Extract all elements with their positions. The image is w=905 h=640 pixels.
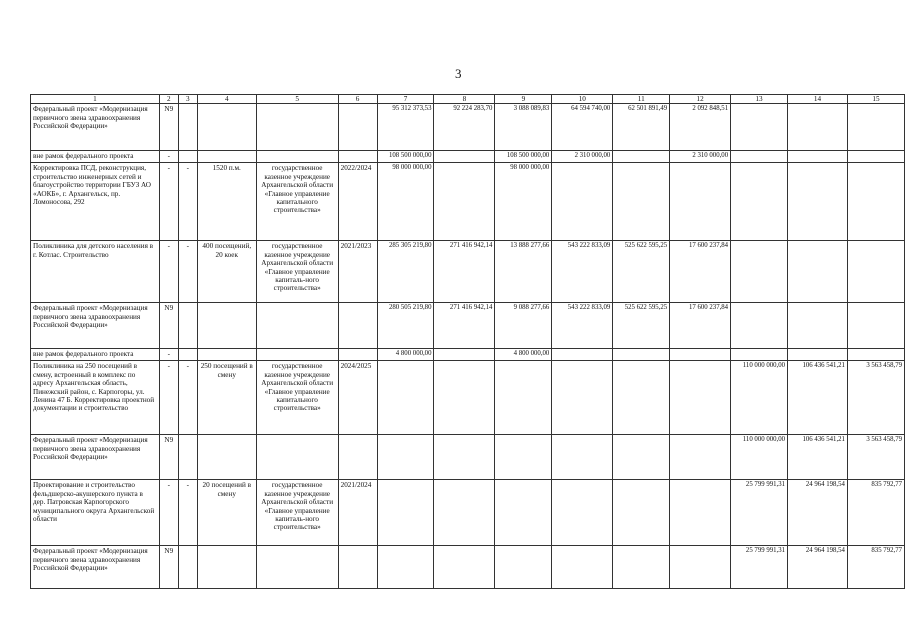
table-cell [847,163,904,241]
table-cell [613,151,670,163]
column-header: 5 [256,95,338,104]
table-cell [197,546,256,589]
table-cell [377,435,434,480]
table-cell [613,546,670,589]
table-cell [613,361,670,435]
table-cell [338,104,377,151]
table-row [31,480,905,546]
table-row [31,151,905,163]
table-cell: - [178,361,197,435]
column-header: 7 [377,95,434,104]
row-label-cell: Федеральный проект «Модернизация первичного звена здравоохранения Российской Федерации» [31,104,160,151]
table-cell [178,435,197,480]
table-cell [338,303,377,349]
table-cell [731,104,788,151]
table-cell [552,546,613,589]
column-header: 9 [495,95,552,104]
row-label-cell: вне рамок федерального проекта [31,151,160,163]
table-cell [788,349,848,361]
table-cell [670,349,731,361]
table-cell: 400 посещений, 20 коек [197,241,256,303]
table-cell: 525 622 595,25 [613,303,670,349]
table-cell: 285 305 219,80 [377,241,434,303]
table-cell: 110 000 000,00 [731,435,788,480]
table-cell [552,435,613,480]
table-cell [256,151,338,163]
table-cell [613,349,670,361]
column-header: 11 [613,95,670,104]
table-cell [495,361,552,435]
column-header: 13 [731,95,788,104]
table-cell [197,349,256,361]
table-cell [256,546,338,589]
table-row [31,163,905,241]
table-row [31,546,905,589]
table-cell: 250 посещений в смену [197,361,256,435]
table-cell: 3 563 458,79 [847,361,904,435]
table-cell: - [159,349,178,361]
row-label-cell: Поликлиника для детского населения в г. Котлас. Строительство [31,241,160,303]
table-cell: 4 800 000,00 [377,349,434,361]
table-cell [847,241,904,303]
table-cell [731,151,788,163]
table-cell: 20 посещений в смену [197,480,256,546]
table-cell: 543 222 833,09 [552,241,613,303]
table-row [31,349,905,361]
table-cell: 24 964 198,54 [788,546,848,589]
table-cell [788,303,848,349]
table-cell [731,163,788,241]
table-cell [338,349,377,361]
table-cell: 95 312 373,53 [377,104,434,151]
table-cell: N9 [159,104,178,151]
table-cell: N9 [159,303,178,349]
table-cell [670,361,731,435]
table-cell: государственное казенное учреждение Архангельской области «Главное управление капиталь-ного строительства» [256,241,338,303]
table-cell: 2024/2025 [338,361,377,435]
table-cell [377,480,434,546]
table-cell: 98 000 000,00 [377,163,434,241]
column-header: 6 [338,95,377,104]
column-header: 12 [670,95,731,104]
table-cell: 25 799 991,31 [731,546,788,589]
table-cell: 17 600 237,84 [670,303,731,349]
table-cell [847,303,904,349]
table-cell: государственное казенное учреждение Архангельской области «Главное управление капиталь-ного строительства» [256,480,338,546]
table-cell [178,104,197,151]
row-label-cell: Федеральный проект «Модернизация первичного звена здравоохранения Российской Федерации» [31,435,160,480]
table-cell [847,349,904,361]
table-cell [495,480,552,546]
table-cell [731,241,788,303]
table-cell: 110 000 000,00 [731,361,788,435]
table-cell: 2 310 000,00 [552,151,613,163]
page-number: 3 [455,66,462,81]
table-cell [197,151,256,163]
table-cell [377,546,434,589]
column-header: 2 [159,95,178,104]
table-cell [434,546,495,589]
table-cell [256,435,338,480]
table-cell [670,546,731,589]
table-cell [731,349,788,361]
table-cell [178,303,197,349]
table-cell [731,303,788,349]
table-cell [670,435,731,480]
table-cell [613,163,670,241]
table-cell [847,151,904,163]
table-cell: 24 964 198,54 [788,480,848,546]
table-cell: N9 [159,546,178,589]
table-cell: 525 622 595,25 [613,241,670,303]
table-cell [788,104,848,151]
table-cell: 3 088 089,83 [495,104,552,151]
table-row [31,435,905,480]
table-cell [178,151,197,163]
table-cell: 280 505 219,80 [377,303,434,349]
table-cell: - [159,361,178,435]
table-cell: 106 436 541,21 [788,361,848,435]
table-cell [434,349,495,361]
table-cell [847,104,904,151]
table-cell: 108 500 000,00 [495,151,552,163]
table-cell [178,546,197,589]
table-cell: - [178,163,197,241]
table-cell: 98 000 000,00 [495,163,552,241]
table-cell: - [159,163,178,241]
row-label-cell: Проектирование и строительство фельдшерско-акушерского пункта в дер. Патровская Карпогорского муниципального округа Архангельской области [31,480,160,546]
column-header: 4 [197,95,256,104]
table-cell [495,546,552,589]
table-cell: 2 092 848,51 [670,104,731,151]
column-header: 1 [31,95,160,104]
table-cell [434,435,495,480]
table-row [31,361,905,435]
table-cell [788,163,848,241]
table-cell: 25 799 991,31 [731,480,788,546]
table-cell: 62 501 891,49 [613,104,670,151]
table-cell: 2 310 000,00 [670,151,731,163]
table-cell: 835 792,77 [847,546,904,589]
table-cell [552,349,613,361]
column-header: 14 [788,95,848,104]
row-label-cell: вне рамок федерального проекта [31,349,160,361]
table-cell: 543 222 833,09 [552,303,613,349]
table-cell [434,480,495,546]
table-cell: - [178,480,197,546]
table-cell [495,435,552,480]
table-cell: - [159,241,178,303]
table-cell: государственное казенное учреждение Архангельской области «Главное управление капитального строительства» [256,361,338,435]
table-cell: 106 436 541,21 [788,435,848,480]
table-cell [256,104,338,151]
table-header-row [31,95,905,104]
table-cell [613,480,670,546]
budget-table [30,94,905,589]
table-cell [788,151,848,163]
table-cell: 3 563 458,79 [847,435,904,480]
table-cell: 835 792,77 [847,480,904,546]
table-cell [788,241,848,303]
row-label-cell: Федеральный проект «Модернизация первичного звена здравоохранения Российской Федерации» [31,546,160,589]
table-cell [552,163,613,241]
table-cell: 92 224 283,70 [434,104,495,151]
table-cell [434,151,495,163]
column-header: 15 [847,95,904,104]
table-cell [434,361,495,435]
table-cell: - [159,151,178,163]
table-cell: государственное казенное учреждение Архангельской области «Главное управление капитального строительства» [256,163,338,241]
column-header: 3 [178,95,197,104]
row-label-cell: Поликлиника на 250 посещений в смену, встроенный в комплекс по адресу Архангельская область, Пинежский район, с. Карпогоры, ул. Ленина 47 Б. Корректировка проектной документации и строительство [31,361,160,435]
table-cell: 13 888 277,66 [495,241,552,303]
row-label-cell: Федеральный проект «Модернизация первичного звена здравоохранения Российской Федерации» [31,303,160,349]
column-header: 8 [434,95,495,104]
row-label-cell: Корректировка ПСД, реконструкция, строительство инженерных сетей и благоустройство территории ГБУЗ АО «АОКБ», г. Архангельск, пр. Ломоносова, 292 [31,163,160,241]
table-cell [197,303,256,349]
table-cell: 1520 п.м. [197,163,256,241]
table-cell [256,349,338,361]
table-cell [338,546,377,589]
table-cell: 108 500 000,00 [377,151,434,163]
table-cell [670,480,731,546]
table-cell [613,435,670,480]
table-cell: 64 594 740,00 [552,104,613,151]
table-cell [552,480,613,546]
table-cell: - [159,480,178,546]
table-row [31,241,905,303]
table-cell [434,163,495,241]
table-cell: 2021/2023 [338,241,377,303]
table-cell [256,303,338,349]
table-cell: 4 800 000,00 [495,349,552,361]
table-cell: 17 600 237,84 [670,241,731,303]
table-row [31,303,905,349]
table-cell [197,104,256,151]
table-cell: 2022/2024 [338,163,377,241]
table-cell: 271 416 942,14 [434,241,495,303]
table-cell [552,361,613,435]
table-cell [178,349,197,361]
table-cell: 271 416 942,14 [434,303,495,349]
table-row [31,104,905,151]
table-cell [338,435,377,480]
table-cell [197,435,256,480]
table-cell: 9 088 277,66 [495,303,552,349]
table-cell [377,361,434,435]
table-cell: N9 [159,435,178,480]
table-cell [670,163,731,241]
table-cell: - [178,241,197,303]
table-cell [338,151,377,163]
column-header: 10 [552,95,613,104]
table-cell: 2021/2024 [338,480,377,546]
